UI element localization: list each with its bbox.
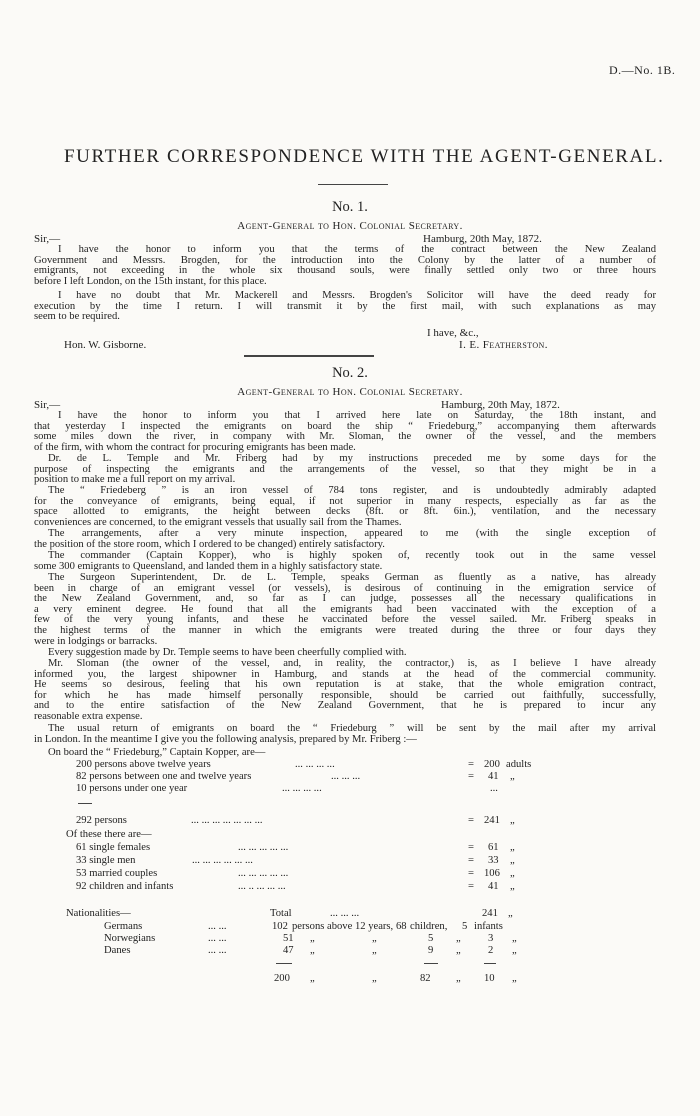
letter1-closing: I have, &c., xyxy=(427,327,479,339)
letter2-number: No. 2. xyxy=(332,365,368,381)
letter1-salutation: Sir,— xyxy=(34,233,61,245)
table-row: Danes ... ... 47 „ „ 9 „ 2 „ xyxy=(104,945,517,956)
letter1-number: No. 1. xyxy=(332,199,368,215)
letter1-paragraph-1: I have the honor to inform you that the terms of the contract between the New Zealand Government and Messrs. Brogden, for the introduction into the Colony by the latter of a number of emigrants, not exceeding in the whole six thousand souls, were finally settled only two or three hours before I left London, on the 15th instant, for this place. xyxy=(34,244,656,287)
letter2-place-date: Hamburg, 20th May, 1872. xyxy=(441,399,560,411)
table-row: 33 single men ... ... ... ... ... ... = 33 „ xyxy=(76,855,515,866)
analysis-intro: On board the “ Friedeburg,” Captain Kopper, are— xyxy=(48,747,266,758)
title-rule xyxy=(318,184,388,185)
nationalities-row: Nationalities— Total ... ... ... 241 „ xyxy=(66,908,513,919)
classification-intro: Of these there are— xyxy=(66,829,152,840)
letter2-paragraph-2: Dr. de L. Temple and Mr. Friberg had by my instructions preceded me by some days for the purpose of inspecting the emigrants and the arrangements of the vessel, so that they might be in a position to make me a full report on my arrival. xyxy=(34,453,656,486)
table-rule xyxy=(276,963,292,964)
letter2-salutation: Sir,— xyxy=(34,399,61,411)
table-rule xyxy=(424,963,438,964)
letter-divider xyxy=(244,355,374,357)
table-row: 61 single females ... ... ... ... ... = 61 „ xyxy=(76,842,515,853)
table-row: Norwegians ... ... 51 „ „ 5 „ 3 „ xyxy=(104,933,517,944)
letter1-addressee: Hon. W. Gisborne. xyxy=(64,339,147,351)
letter2-paragraph-9: The usual return of emigrants on board the “ Friedeburg ” will be sent by the mail after my arrival in London. In the meantime I give you the following analysis, prepared by Mr. Friberg :— xyxy=(34,723,656,745)
table-total-row: 200 „ „ 82 „ 10 „ xyxy=(274,973,517,984)
table-rule xyxy=(78,803,92,804)
table-row: 10 persons under one year ... ... ... ... ... xyxy=(76,783,498,794)
letter2-paragraph-8: Mr. Sloman (the owner of the vessel, and, in reality, the contractor,) is, as I believe I have already informed you, the largest shipowner in Hamburg, and stands at the head of the commercial community. He seems so desirous, feeling that his own reputation is at stake, that the whole emigration contract, for which he has made himself personally responsible, should be carried out faithfully, successfully, and to the entire satisfaction of the New Zealand Government, that he is prepared to incur any reasonable extra expense. xyxy=(34,658,656,722)
letter2-paragraph-4: The arrangements, after a very minute inspection, appeared to me (with the single exception of the position of the store room, which I ordered to be changed) entirely satisfactory. xyxy=(34,528,656,550)
table-rule xyxy=(484,963,496,964)
letter2-paragraph-1: I have the honor to inform you that I arrived here late on Saturday, the 18th instant, and that yesterday I inspected the emigrants on board the ship “ Friedeburg,” accompanying them afterwards some miles down the river, in company with Mr. Sloman, the owner of the vessel, and the members of the firm, with whom the contract for procuring emigrants has been made. xyxy=(34,410,656,453)
table-row: 82 persons between one and twelve years ... ... ... = 41 „ xyxy=(76,771,515,782)
table-row: 53 married couples ... ... ... ... ... = 106 „ xyxy=(76,868,515,879)
letter2-paragraph-6: The Surgeon Superintendent, Dr. de L. Temple, speaks German as fluently as a native, has already been in charge of an emigrant vessel (or vessels), is desirous of continuing in the emigration service of the New Zealand Government, and, so far as I can judge, possesses all the necessary qualifications in a very eminent degree. He found that all the emigrants had been vaccinated with the exception of a few of the very young infants, and these he vaccinated before the vessel sailed. Mr. Friberg speaks in the highest terms of the manner in which the emigrants were treated during the three or four days they were in lodgings or barracks. xyxy=(34,572,656,647)
table-total-row: 292 persons ... ... ... ... ... ... ... = 241 „ xyxy=(76,815,515,826)
letter2-paragraph-5: The commander (Captain Kopper), who is highly spoken of, recently took out in the same vessel some 300 emigrants to Queensland, and landed them in a highly satisfactory state. xyxy=(34,550,656,572)
letter1-heading: Agent-General to Hon. Colonial Secretary. xyxy=(237,220,463,232)
letter2-paragraph-3: The “ Friedeberg ” is an iron vessel of 784 tons register, and is undoubtedly admirably adapted for the conveyance of emigrants, being equal, if not superior in many respects, especially as far as the space allotted to emigrants, the height between decks (8ft. or 8ft. 6in.), ventilation, and the necessary conveniences are concerned, to the emigrant vessels that usually sail from the Thames. xyxy=(34,485,656,528)
letter2-heading: Agent-General to Hon. Colonial Secretary. xyxy=(237,386,463,398)
document-id: D.—No. 1B. xyxy=(609,63,676,77)
page-title: FURTHER CORRESPONDENCE WITH THE AGENT-GENERAL. xyxy=(64,146,665,167)
table-row: 200 persons above twelve years ... ... ... ... = 200 adults xyxy=(76,759,532,770)
table-row: 92 children and infants ... .. ... ... ... = 41 „ xyxy=(76,881,515,892)
letter1-paragraph-2: I have no doubt that Mr. Mackerell and Messrs. Brogden's Solicitor will have the deed ready for execution by the time I return. I will transmit it by the first mail, with such explanations as may seem to be required. xyxy=(34,290,656,323)
letter2-paragraph-7: Every suggestion made by Dr. Temple seems to have been cheerfully complied with. xyxy=(48,647,407,658)
letter1-signature: I. E. Featherston. xyxy=(459,339,548,351)
table-row: Germans ... ... 102 persons above 12 years, 68 children, 5 infants xyxy=(104,921,503,932)
letter1-place-date: Hamburg, 20th May, 1872. xyxy=(423,233,542,245)
